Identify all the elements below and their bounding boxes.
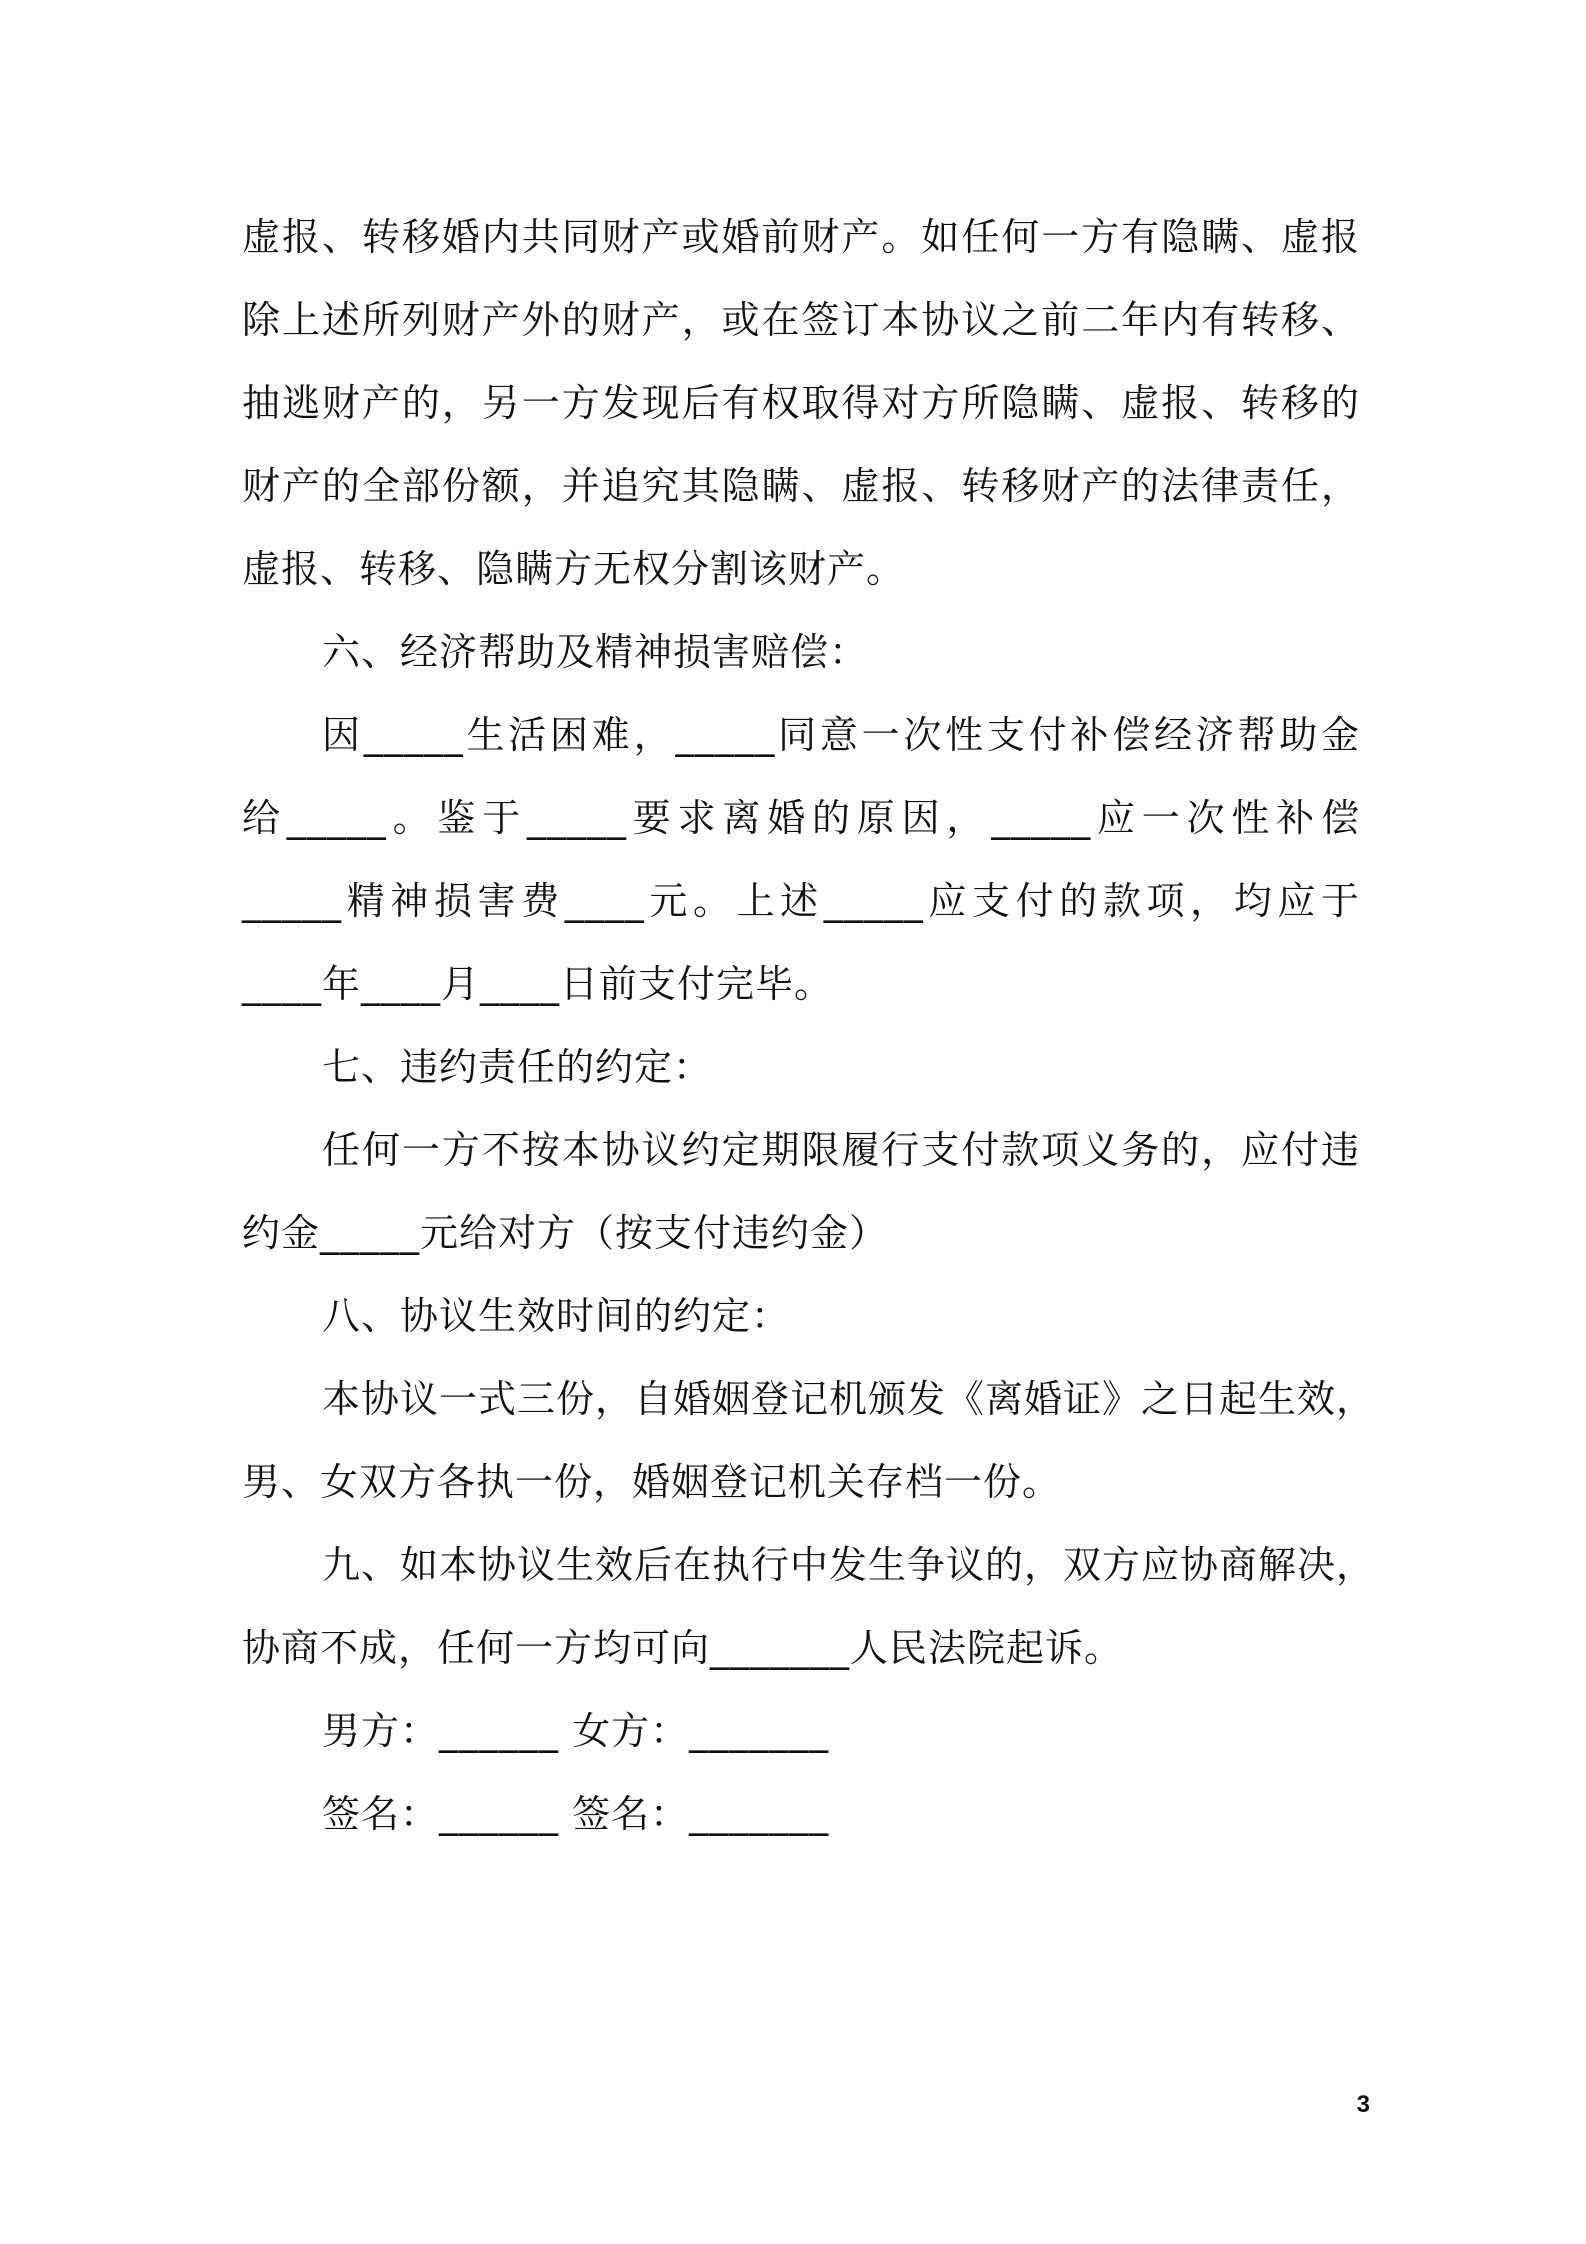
document-body	[242, 196, 1376, 1856]
section-heading-7: 七、违约责任的约定：	[322, 1045, 713, 1089]
paragraph-line: 约金_____元给对方（按支付违约金）	[242, 1211, 889, 1255]
paragraph-line: 因_____生活困难，_____同意一次性支付补偿经济帮助金	[322, 713, 1360, 757]
paragraph-line: 给_____。鉴于_____要求离婚的原因，_____应一次性补偿	[242, 796, 1360, 840]
section-heading-8: 八、协议生效时间的约定：	[322, 1294, 791, 1338]
paragraph-line: 财产的全部份额，并追究其隐瞒、虚报、转移财产的法律责任，	[242, 464, 1360, 508]
section-heading-9: 九、如本协议生效后在执行中发生争议的，双方应协商解决，	[322, 1543, 1376, 1587]
paragraph-line: ____年____月____日前支付完毕。	[242, 962, 834, 1006]
paragraph-line: 任何一方不按本协议约定期限履行支付款项义务的，应付违	[322, 1128, 1360, 1172]
paragraph-line: 本协议一式三份，自婚姻登记机颁发《离婚证》之日起生效，	[322, 1377, 1376, 1421]
paragraph-line: 除上述所列财产外的财产，或在签订本协议之前二年内有转移、	[242, 298, 1360, 342]
paragraph-line: _____精神损害费____元。上述_____应支付的款项，均应于	[242, 879, 1360, 923]
page-number: 3	[1356, 2091, 1370, 2118]
paragraph-line: 抽逃财产的，另一方发现后有权取得对方所隐瞒、虚报、转移的	[242, 381, 1360, 425]
paragraph-line: 协商不成，任何一方均可向_______人民法院起诉。	[242, 1626, 1124, 1670]
paragraph-line: 虚报、转移、隐瞒方无权分割该财产。	[242, 547, 906, 591]
party-names-line: 男方：______ 女方：_______	[322, 1709, 830, 1753]
paragraph-line: 虚报、转移婚内共同财产或婚前财产。如任何一方有隐瞒、虚报	[242, 215, 1360, 259]
paragraph-line: 男、女双方各执一份，婚姻登记机关存档一份。	[242, 1460, 1062, 1504]
section-heading-6: 六、经济帮助及精神损害赔偿：	[322, 630, 869, 674]
signature-line: 签名：______ 签名：_______	[322, 1792, 830, 1836]
